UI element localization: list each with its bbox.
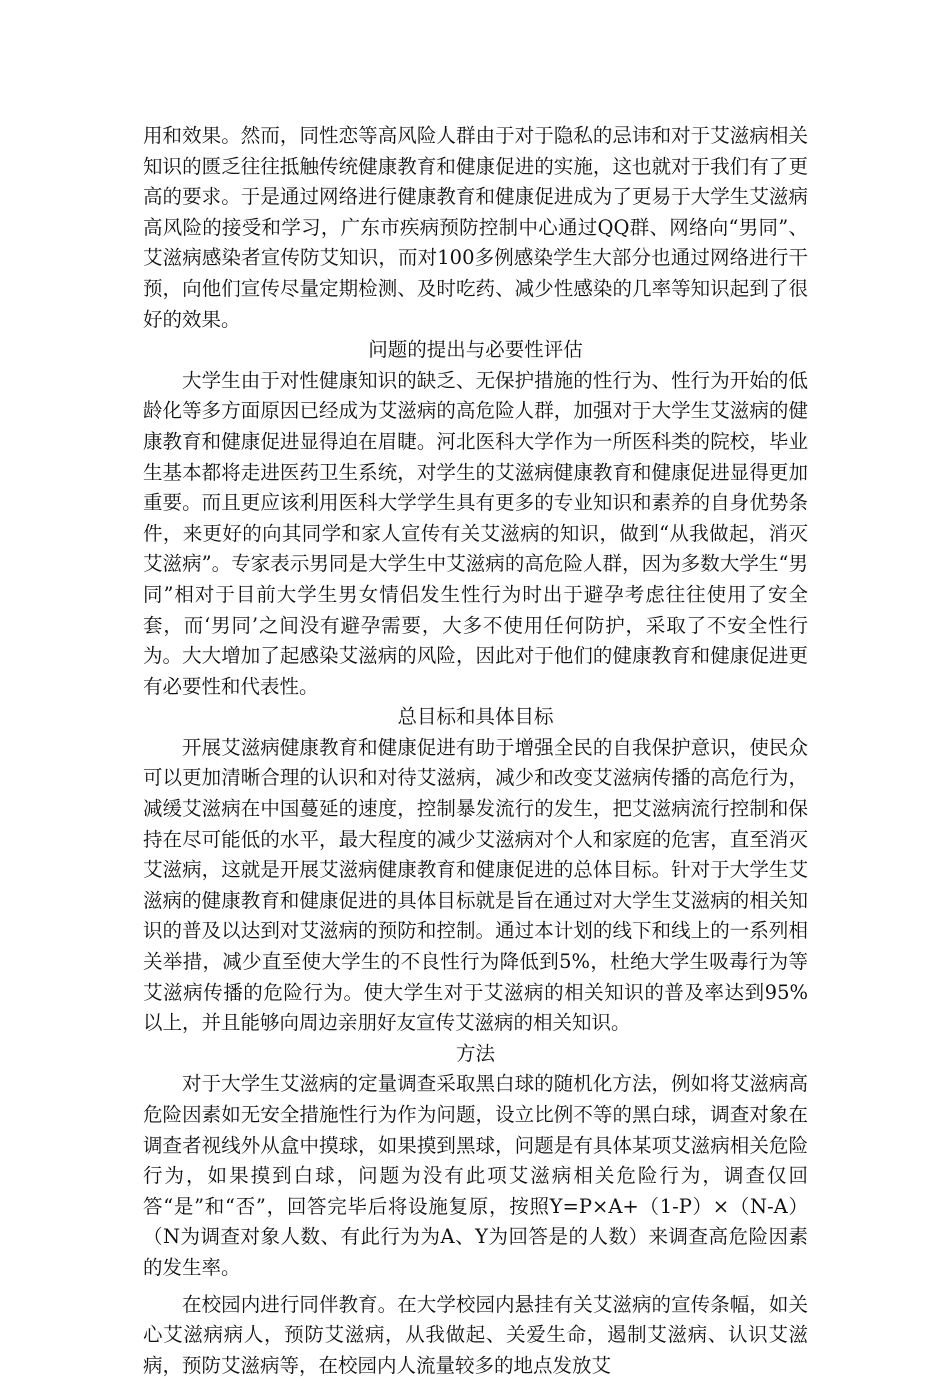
- heading-methods: 方法: [455, 1041, 495, 1065]
- heading-problem-necessity: 问题的提出与必要性评估: [368, 338, 583, 362]
- paragraph-problem-necessity: 大学生由于对性健康知识的缺乏、无保护措施的性行为、性行为开始的低龄化等多方面原因已经成为艾滋病的高危险人群，加强对于大学生艾滋病的健康教育和健康促进显得迫在眉睫。河北医科大学作为一所医科类的院校，毕业生基本都将走进医药卫生系统，对学生的艾滋病健康教育和健康促进显得更加重要。而且更应该利用医科大学学生具有更多的专业知识和素养的自身优势条件，来更好的向其同学和家人宣传有关艾滋病的知识，做到“从我做起，消灭艾滋病”。专家表示男同是大学生中艾滋病的高危险人群，因为多数大学生“男同”相对于目前大学生男女情侣发生性行为时出于避孕考虑往往使用了安全套，而‘男同’之间没有避孕需要，大多不使用任何防护，采取了不安全性行为。大大增加了起感染艾滋病的风险，因此对于他们的健康教育和健康促进更有必要性和代表性。: [143, 368, 808, 698]
- paragraph-goals: 开展艾滋病健康教育和健康促进有助于增强全民的自我保护意识，使民众可以更加清晰合理的认识和对待艾滋病，减少和改变艾滋病传播的高危行为，减缓艾滋病在中国蔓延的速度，控制暴发流行的发生，把艾滋病流行控制和保持在尽可能低的水平，最大程度的减少艾滋病对个人和家庭的危害，直至消灭艾滋病，这就是开展艾滋病健康教育和健康促进的总体目标。针对于大学生艾滋病的健康教育和健康促进的具体目标就是旨在通过对大学生艾滋病的相关知识的普及以达到对艾滋病的预防和控制。通过本计划的线下和线上的一系列相关举措，减少直至使大学生的不良性行为降低到5%，杜绝大学生吸毒行为等艾滋病传播的危险行为。使大学生对于艾滋病的相关知识的普及率达到95%以上，并且能够向周边亲朋好友宣传艾滋病的相关知识。: [143, 735, 808, 1035]
- heading-goals: 总目标和具体目标: [397, 705, 554, 729]
- paragraph-intro-continued: 用和效果。然而，同性恋等高风险人群由于对于隐私的忌讳和对于艾滋病相关知识的匮乏往往抵触传统健康教育和健康促进的实施，这也就对于我们有了更高的要求。于是通过网络进行健康教育和健康促进成为了更易于大学生艾滋病高风险的接受和学习，广东市疾病预防控制中心通过QQ群、网络向“男同”、艾滋病感染者宣传防艾知识，而对100多例感染学生大部分也通过网络进行干预，向他们宣传尽量定期检测、及时吃药、减少性感染的几率等知识起到了很好的效果。: [143, 124, 808, 331]
- document-body: [143, 121, 808, 1381]
- paragraph-methods-peer-education: 在校园内进行同伴教育。在大学校园内悬挂有关艾滋病的宣传条幅，如关心艾滋病病人，预防艾滋病，从我做起、关爱生命，遏制艾滋病、认识艾滋病，预防艾滋病等，在校园内人流量较多的地点发放艾: [143, 1292, 808, 1377]
- paragraph-methods-survey: 对于大学生艾滋病的定量调查采取黑白球的随机化方法，例如将艾滋病高危险因素如无安全措施性行为作为问题，设立比例不等的黑白球，调查对象在调查者视线外从盒中摸球，如果摸到黑球，问题是有具体某项艾滋病相关危险行为，如果摸到白球，问题为没有此项艾滋病相关危险行为，调查仅回答“是”和“否”，回答完毕后将设施复原，按照Y=P×A+（1-P）×（N-A）（N为调查对象人数、有此行为为A、Y为回答是的人数）来调查高危险因素的发生率。: [143, 1072, 808, 1279]
